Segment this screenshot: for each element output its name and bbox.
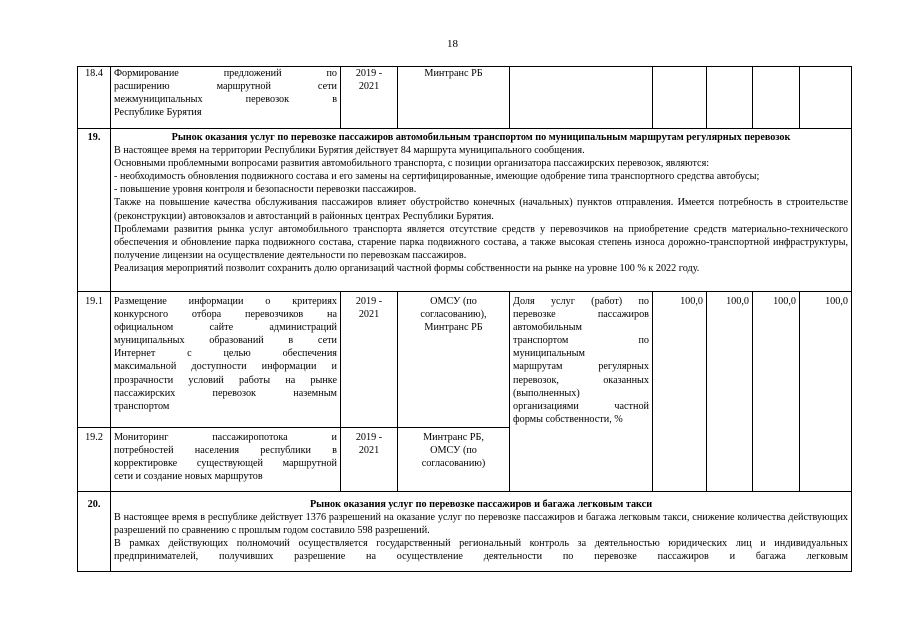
paragraph: - повышение уровня контроля и безопасности перевозки пассажиров. [114, 184, 417, 196]
paragraph: В рамках действующих полномочий осуществляется государственный региональный контроль за деятельностью юридических лиц и индивидуальных предпринимателей, получивших разрешение на осуществление деятельности по перевозке пассажиров и багажа легковым [114, 538, 848, 563]
value-2021: 100,0 [753, 292, 800, 492]
value-2020: 100,0 [707, 292, 753, 492]
section-20-row [78, 492, 852, 572]
period: 2019 - 2021 [341, 292, 398, 428]
paragraph: Основными проблемными вопросами развития автомобильного транспорта, с позиции организатора пассажирских перевозок, являются: [114, 158, 710, 170]
value-2022 [800, 67, 852, 129]
value-2019: 100,0 [653, 292, 707, 492]
row-number: 19.1 [78, 292, 111, 428]
period: 2019 - 2021 [341, 428, 398, 492]
section-text [111, 129, 852, 292]
section-heading: Рынок оказания услуг по перевозке пассажиров и багажа легковым такси [309, 499, 653, 510]
indicator: Доля услуг (работ) по перевозке пассажиров автомобильным транспортом по муниципальным маршрутам регулярных перевозок, оказанных (выполненных) организациями частной формы собственности, % [510, 292, 653, 492]
value-2019 [653, 67, 707, 129]
value-2021 [753, 67, 800, 129]
page-number: 18 [447, 38, 458, 50]
period: 2019 - 2021 [341, 67, 398, 129]
paragraph: В настоящее время в республике действует 1376 разрешений на оказание услуг по перевозке пассажиров и багажа легковым такси, снижение количества действующих разрешений по сравнению с прошлым годом составило 598 разрешений. [114, 512, 848, 537]
paragraph: Также на повышение качества обслуживания пассажиров влияет обустройство конечных (начальных) пунктов отправления. Имеется потребность в строительстве (реконструкции) автовокзалов и автостанций в районных центрах Республики Бурятия. [114, 197, 848, 222]
table-row-19-1 [78, 292, 852, 428]
executor: Минтранс РБ, ОМСУ (по согласованию) [398, 428, 510, 492]
paragraph: - необходимость обновления подвижного состава и его замены на сертифицированные, имеющие одобрение типа транспортного средства автобусы; [114, 171, 760, 183]
paragraph: Проблемами развития рынка услуг автомобильного транспорта является отсутствие средств у перевозчиков на приобретение средств материально-технического обеспечения и обновление парка подвижного состава, старение парка подвижного состава, а также высокая степень износа дорожно-транспортной инфраструктуры, получение лицензии на осуществление деятельности по перевозкам пассажиров. [114, 223, 848, 261]
paragraph: В настоящее время на территории Республики Бурятия действует 84 маршрута муниципального сообщения. [114, 145, 585, 157]
measure-text: Формирование предложений по расширению маршрутной сети межмуниципальных перевозок в Республике Бурятия [111, 67, 341, 129]
value-2020 [707, 67, 753, 129]
measure-text: Размещение информации о критериях конкурсного отбора перевозчиков на официальном сайте администраций муниципальных образований в сети Интернет с целью обеспечения максимальной доступности информации и прозрачности условий работы на рынке пассажирских перевозок наземным транспортом [111, 292, 341, 428]
section-number: 20. [78, 492, 111, 572]
executor: ОМСУ (по согласованию), Минтранс РБ [398, 292, 510, 428]
paragraph: Реализация мероприятий позволит сохранить долю организаций частной формы собственности на рынке на уровне 100 % к 2022 году. [114, 262, 700, 274]
measure-text: Мониторинг пассажиропотока и потребностей населения республики в корректировке существующей маршрутной сети и создание новых маршрутов [111, 428, 341, 492]
executor: Минтранс РБ [398, 67, 510, 129]
indicator [510, 67, 653, 129]
program-table [77, 66, 852, 572]
row-number: 18.4 [78, 67, 111, 129]
section-text [111, 492, 852, 572]
row-number: 19.2 [78, 428, 111, 492]
table-row-18-4 [78, 67, 852, 129]
section-heading: Рынок оказания услуг по перевозке пассажиров автомобильным транспортом по муниципальным маршрутам регулярных перевозок [171, 132, 791, 143]
section-19-row [78, 129, 852, 292]
value-2022: 100,0 [800, 292, 852, 492]
section-number: 19. [78, 129, 111, 292]
